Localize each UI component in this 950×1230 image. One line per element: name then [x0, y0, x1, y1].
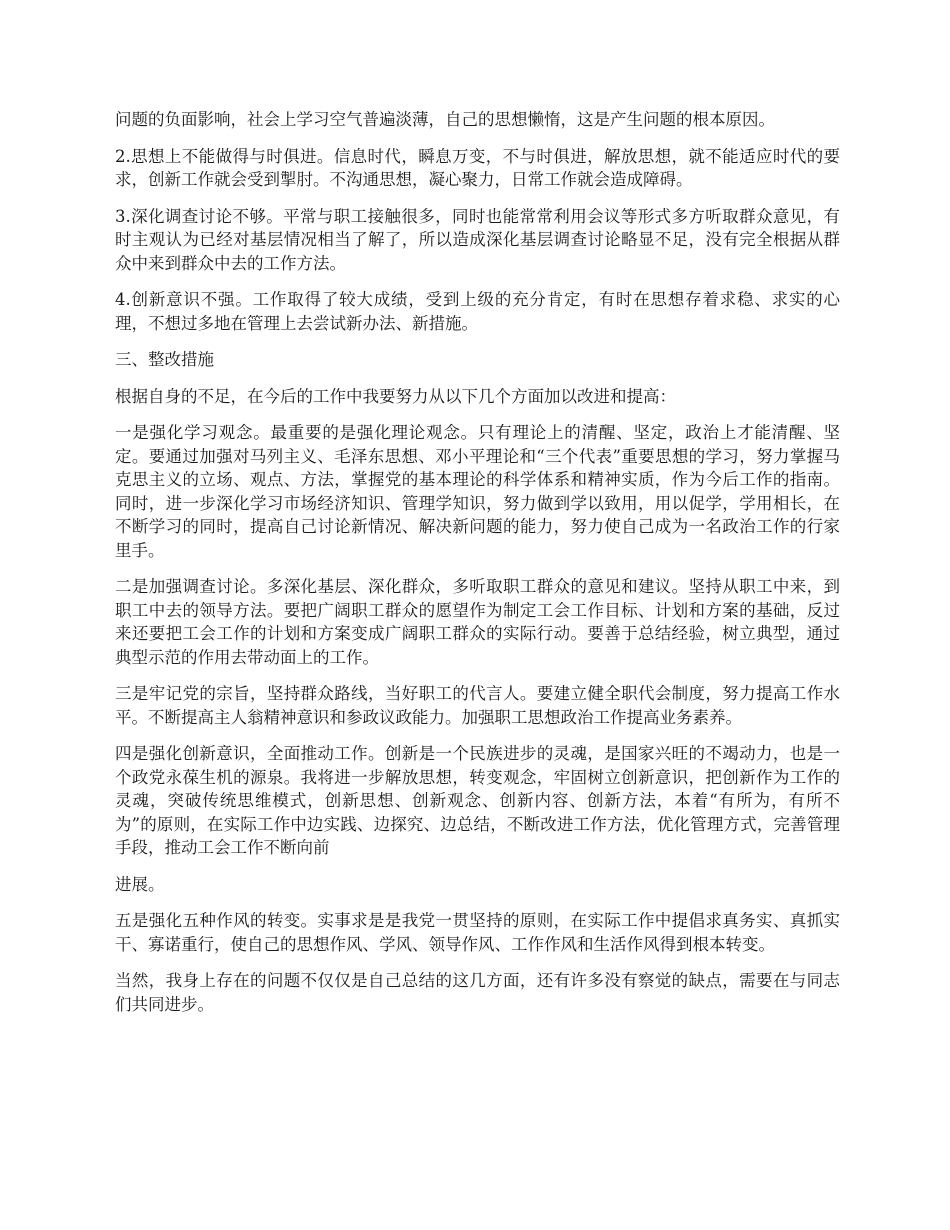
- section-heading-measures: 三、整改措施: [115, 350, 214, 369]
- paragraph-point-2: 2.思想上不能做得与时俱进。信息时代，瞬息万变，不与时俱进，解放思想，就不能适应时代的要求，创新工作就会受到掣肘。不沟通思想，凝心聚力，日常工作就会造成障碍。: [115, 146, 840, 189]
- paragraph-point-4: 4.创新意识不强。工作取得了较大成绩，受到上级的充分肯定，有时在思想存着求稳、求实的心理，不想过多地在管理上去尝试新办法、新措施。: [115, 290, 840, 333]
- paragraph-measure-1: 一是强化学习观念。最重要的是强化理论观念。只有理论上的清醒、坚定，政治上才能清醒、坚定。要通过加强对马列主义、毛泽东思想、邓小平理论和“三个代表”重要思想的学习，努力掌握马克思主义的立场、观点、方法，掌握党的基本理论的科学体系和精神实质，作为今后工作的指南。同时，进一步深化学习市场经济知识、管理学知识，努力做到学以致用，用以促学，学用相长，在不断学习的同时，提高自己讨论新情况、解决新问题的能力，努力使自己成为一名政治工作的行家里手。: [115, 423, 840, 560]
- paragraph-point-3: 3.深化调查讨论不够。平常与职工接触很多，同时也能常常利用会议等形式多方听取群众意见，有时主观认为已经对基层情况相当了解了，所以造成深化基层调查讨论略显不足，没有完全根据从群众中来到群众中去的工作方法。: [115, 206, 840, 273]
- paragraph-intro-measures: 根据自身的不足，在今后的工作中我要努力从以下几个方面加以改进和提高：: [115, 386, 676, 406]
- paragraph-measure-5: 五是强化五种作风的转变。实事求是是我党一贯坚持的原则，在实际工作中提倡求真务实、真抓实干、寡诺重行，使自己的思想作风、学风、领导作风、工作作风和生活作风得到根本转变。: [115, 911, 840, 954]
- paragraph-root-cause: 问题的负面影响，社会上学习空气普遍淡薄，自己的思想懒惰，这是产生问题的根本原因。: [115, 110, 775, 129]
- document-page: [115, 108, 840, 1029]
- paragraph-measure-4: 四是强化创新意识，全面推动工作。创新是一个民族进步的灵魂，是国家兴旺的不竭动力，也是一个政党永葆生机的源泉。我将进一步解放思想，转变观念，牢固树立创新意识，把创新作为工作的灵魂，突破传统思维模式，创新思想、创新观念、创新内容、创新方法，本着“有所为，有所不为”的原则，在实际工作中边实践、边探究、边总结，不断改进工作方法，优化管理方式，完善管理手段，推动工会工作不断向前: [115, 744, 840, 857]
- paragraph-conclusion: 当然，我身上存在的问题不仅仅是自己总结的这几方面，还有许多没有察觉的缺点，需要在与同志们共同进步。: [115, 971, 840, 1014]
- paragraph-measure-4-continued: 进展。: [115, 874, 165, 894]
- paragraph-measure-3: 三是牢记党的宗旨，坚持群众路线，当好职工的代言人。要建立健全职代会制度，努力提高工作水平。不断提高主人翁精神意识和参政议政能力。加强职工思想政治工作提高业务素养。: [115, 684, 840, 727]
- paragraph-measure-2: 二是加强调查讨论。多深化基层、深化群众，多听取职工群众的意见和建议。坚持从职工中来，到职工中去的领导方法。要把广阔职工群众的愿望作为制定工会工作目标、计划和方案的基础，反过来还要把工会工作的计划和方案变成广阔职工群众的实际行动。要善于总结经验，树立典型，通过典型示范的作用去带动面上的工作。: [115, 577, 840, 667]
